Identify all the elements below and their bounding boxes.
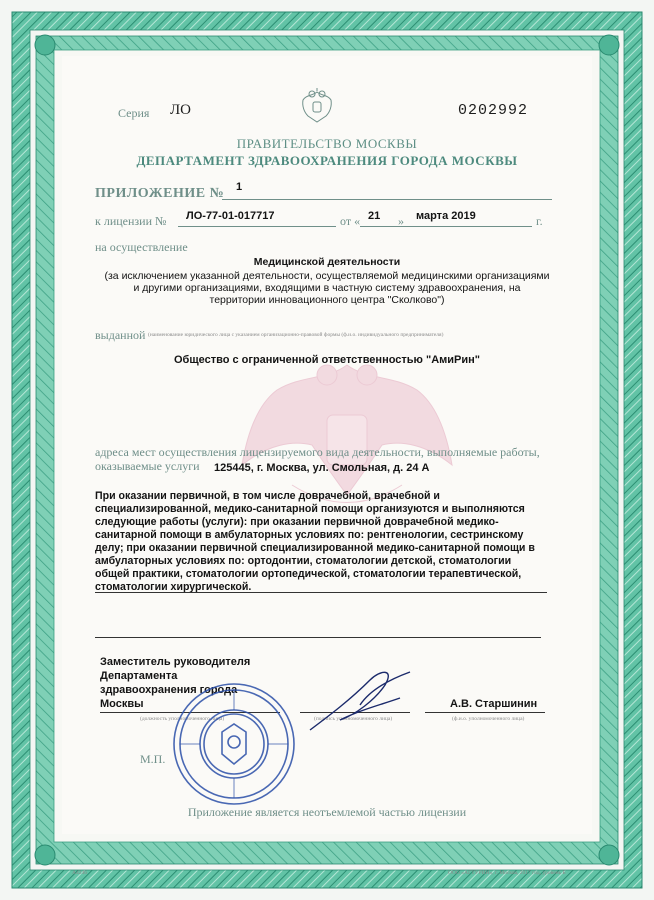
- activity-title: Медицинской деятельности: [253, 256, 401, 268]
- year-suffix: г.: [536, 214, 543, 228]
- works-line-4: санитарной помощи в амбулаторных условиях по: рентгенологии, сестринскому: [95, 529, 524, 541]
- activity-line-2: и другими организациями, входящими в частную систему здравоохранения, на: [133, 282, 521, 294]
- printer-info: ООО «АГТУРИН», г. Москва, 2017 год, уровень Б: [448, 870, 566, 876]
- form-serial-number: 0202992: [458, 102, 529, 119]
- appendix-label: ПРИЛОЖЕНИЕ №: [95, 186, 225, 201]
- signature-hint: (подпись уполномоченного лица): [314, 716, 393, 722]
- date-open-quote: от «: [340, 214, 361, 228]
- license-label: к лицензии №: [95, 214, 167, 228]
- seal-place-label: М.П.: [140, 752, 166, 766]
- works-line-7: общей практики, стоматологии ортопедической, стоматологии терапевтической,: [95, 568, 522, 580]
- license-date-underline: [360, 226, 532, 227]
- issued-label: выданной: [95, 328, 146, 342]
- address-value: 125445, г. Москва, ул. Смольная, д. 24 А: [214, 462, 430, 474]
- works-underline-1: [95, 592, 547, 593]
- appendix-underline: [222, 199, 552, 200]
- official-round-stamp: [170, 680, 298, 808]
- organization-name: Общество с ограниченной ответственностью "АмиРин": [173, 354, 481, 366]
- address-label-line-2: оказываемые услуги: [95, 459, 200, 473]
- license-number: ЛО-77-01-017717: [186, 210, 275, 222]
- activity-line-1: (за исключением указанной деятельности, осуществляемой медицинскими организациями: [104, 270, 550, 282]
- handwritten-signature: [300, 660, 420, 740]
- license-number-underline: [178, 226, 336, 227]
- works-line-3: следующие работы (услуги): при оказании первичной доврачебной медико-: [95, 516, 499, 528]
- works-line-5: делу; при оказании первичной специализированной медико-санитарной помощи в: [95, 542, 535, 554]
- activity-line-3: территории инновационного центра "Сколково"): [209, 294, 445, 306]
- address-label-line-1: адреса мест осуществления лицензируемого вида деятельности, выполняемые работы,: [95, 445, 540, 459]
- license-month-year: марта 2019: [416, 210, 476, 222]
- government-title: ПРАВИТЕЛЬСТВО МОСКВЫ: [236, 136, 418, 151]
- works-line-6: амбулаторных условиях по: ортодонтии, стоматологии детской, стоматологии: [95, 555, 512, 567]
- works-line-1: При оказании первичной, в том числе доврачебной, врачебной и: [95, 490, 440, 502]
- works-underline-2: [95, 637, 541, 638]
- date-close-quote: »: [398, 214, 404, 228]
- appendix-number: 1: [236, 181, 243, 193]
- form-code: А4246: [72, 870, 87, 876]
- department-title: ДЕПАРТАМЕНТ ЗДРАВООХРАНЕНИЯ ГОРОДА МОСКВЫ: [136, 153, 518, 168]
- coat-of-arms-icon: [300, 86, 334, 126]
- appendix-footer-note: Приложение является неотъемлемой частью лицензии: [187, 805, 467, 819]
- signatory-position-line-1: Заместитель руководителя: [100, 656, 251, 668]
- works-line-2: специализированной, медико-санитарной помощи организуются и выполняются: [95, 503, 525, 515]
- name-underline: [425, 712, 545, 713]
- works-line-8: стоматологии хирургической.: [95, 581, 252, 593]
- series-label: Серия: [118, 106, 150, 120]
- activity-label: на осуществление: [95, 240, 188, 254]
- signatory-position-line-2: Департамента: [100, 670, 178, 682]
- license-day: 21: [368, 210, 381, 222]
- name-hint: (ф.и.о. уполномоченного лица): [452, 716, 525, 722]
- issued-hint: (наименование юридического лица с указанием организационно-правовой формы (ф.и.о. индивидуального предпринимателя): [148, 332, 444, 338]
- series-value: ЛО: [170, 102, 192, 118]
- signatory-position-line-4: Москвы: [100, 698, 144, 710]
- position-hint: (должность уполномоченного лица): [140, 716, 225, 722]
- signatory-name: А.В. Старшинин: [450, 698, 538, 710]
- signatory-position-line-3: здравоохранения города: [100, 684, 238, 696]
